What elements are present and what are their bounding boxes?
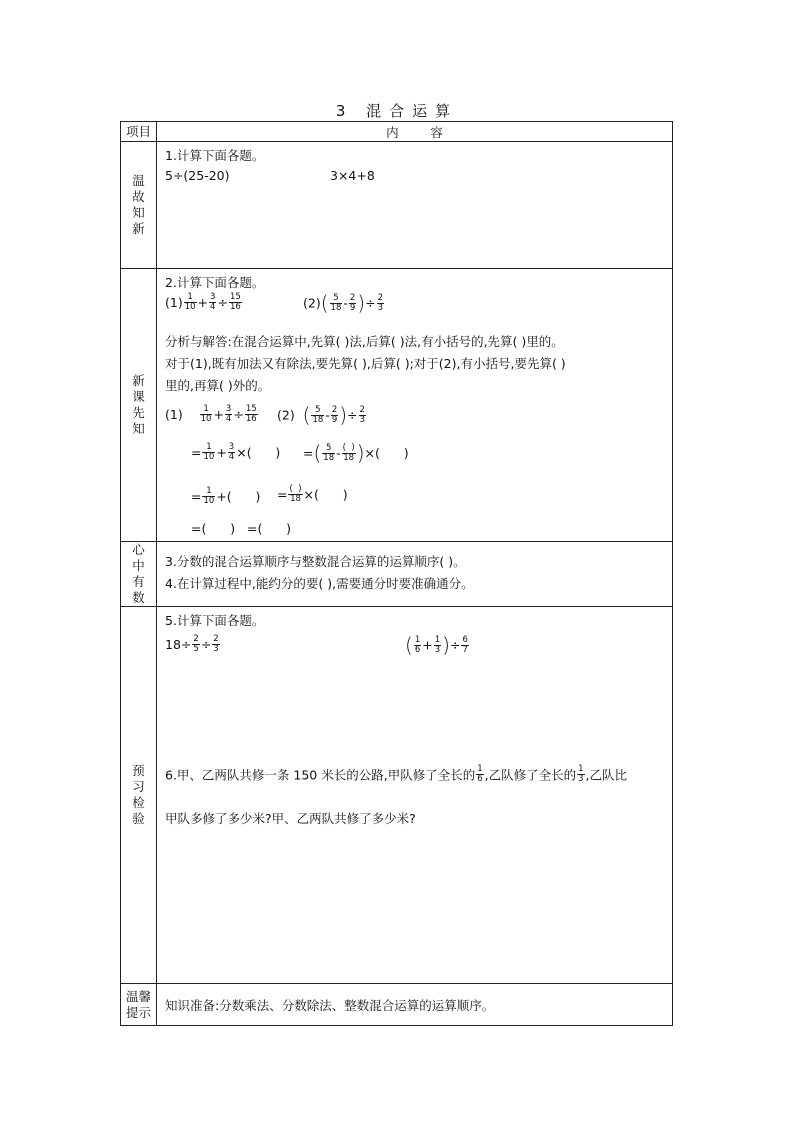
step-3-right: = $\frac{( )}{18}$ ×( ) [277,484,348,504]
step-2-left: = $\frac{1}{10}$ + $\frac{3}{4}$ ×( ) [191,442,281,462]
expression-2: 3×4+8 [330,168,375,183]
step-1: (1) $\frac{1}{10}$ + $\frac{3}{4}$ ÷ $\frac{15}{16}$ [165,404,257,424]
section-review [157,142,673,269]
section-tip [157,984,673,1026]
step-2-right: =( $\frac{5}{18}$ - $\frac{( )}{18}$ )×( ) [303,441,409,465]
analysis-line-1: 分析与解答:在混合运算中,先算( )法,后算( )法,有小括号的,先算( )里的。 [165,334,564,349]
tip-text: 知识准备:分数乘法、分数除法、整数混合运算的运算顺序。 [165,997,495,1013]
expression-2-1: (1) $\frac{1}{10}$ + $\frac{3}{4}$ ÷ $\frac{15}{16}$ [165,292,241,312]
page-title: 3 混合运算 [335,102,459,120]
section-label-heart: 心 中 有 数 [121,542,157,607]
step-3-left: = $\frac{1}{10}$ +( ) [191,486,261,506]
analysis-line-3: 里的,再算( )外的。 [165,378,271,393]
section-heart [157,542,673,607]
expression-1: 5÷(25-20) [165,168,230,183]
header-content: 内 容 [157,122,673,142]
step-4: =( ) =( ) [191,521,292,536]
question-1: 1.计算下面各题。 [165,148,265,163]
question-2: 2.计算下面各题。 [165,275,265,290]
section-label-tip: 温馨 提示 [121,984,157,1026]
question-6-line-2: 甲队多修了多少米?甲、乙两队共修了多少米? [165,811,416,826]
section-label-review: 温 故 知 新 [121,142,157,269]
step-1-right: (2) ( $\frac{5}{18}$ - $\frac{2}{9}$ )÷ $\frac{2}{3}$ [277,403,365,427]
analysis-line-2: 对于(1),既有加法又有除法,要先算( ),后算( );对于(2),有小括号,要先算( ) [165,356,566,371]
expression-5-1: 18÷ $\frac{2}{5}$ ÷ $\frac{2}{3}$ [165,634,219,654]
section-new [157,269,673,542]
header-item: 项目 [121,122,157,142]
expression-2-2: (2)( $\frac{5}{18}$ - $\frac{2}{9}$ )÷ $\frac{2}{3}$ [303,291,384,315]
question-4: 4.在计算过程中,能约分的要( ),需要通分时要准确通分。 [165,576,474,591]
question-3: 3.分数的混合运算顺序与整数混合运算的运算顺序( )。 [165,554,466,569]
section-label-check: 预 习 检 验 [121,607,157,984]
worksheet-table [120,121,673,1026]
section-label-new: 新 课 先 知 [121,269,157,542]
question-5: 5.计算下面各题。 [165,613,265,628]
question-6: 6.甲、乙两队共修一条 150 米长的公路,甲队修了全长的 $\frac{1}{6}$ ,乙队修了全长的 $\frac{1}{3}$ ,乙队比 [165,764,628,784]
expression-5-2: ( $\frac{1}{6}$ + $\frac{1}{3}$ )÷ $\frac{6}{7}$ [405,633,468,657]
section-check [157,607,673,984]
